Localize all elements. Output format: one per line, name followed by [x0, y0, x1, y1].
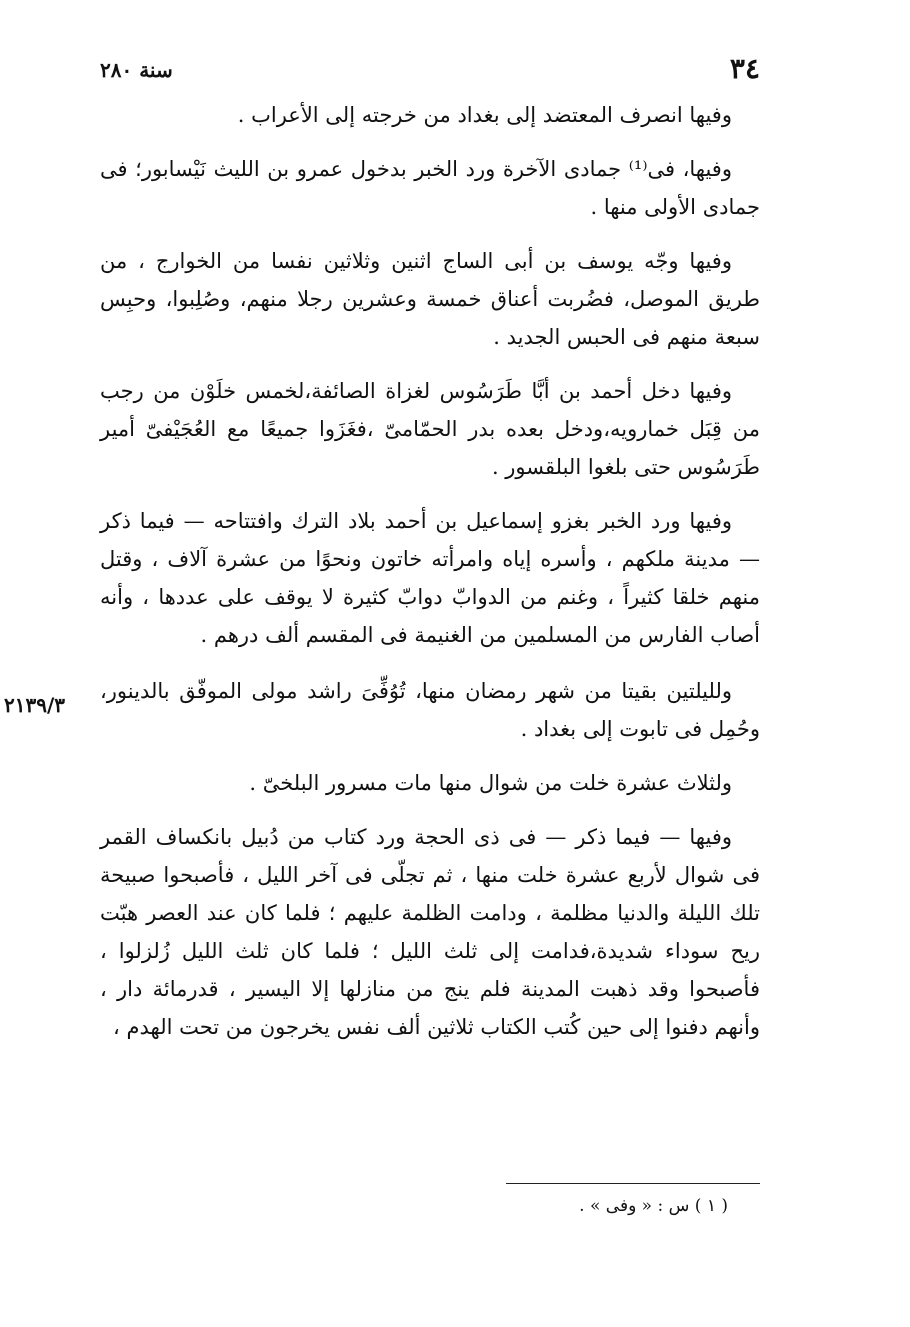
paragraph-6: ولليلتين بقيتا من شهر رمضان منها، تُوُفِّىَ راشد مولى الموفّق بالدينور، وحُمِل فى تابوت إلى بغداد . [100, 679, 760, 741]
page-header [100, 52, 760, 92]
body-text [4, 96, 760, 1062]
margin-reference-number: ٢١٣٩/٣ [4, 693, 66, 717]
running-head-year: سنة ٢٨٠ [100, 58, 173, 82]
paragraph-1: وفيها انصرف المعتضد إلى بغداد من خرجته إلى الأعراب . [237, 103, 732, 127]
paragraph-3: وفيها وجّه يوسف بن أبى الساج اثنين وثلاثين نفسا من الخوارج ، من طريق الموصل، فضُربت أعناق خمسة وعشرين رجلا منهم، وصُلِبوا، وحبِس سبعة منهم فى الحبس الجديد . [100, 249, 760, 349]
paragraph-6-wrapper [4, 672, 760, 748]
paragraph-7: ولثلاث عشرة خلت من شوال منها مات مسرور البلخىّ . [249, 771, 732, 795]
paragraph-2: وفيها، فى⁽¹⁾ جمادى الآخرة ورد الخبر بدخول عمرو بن الليث نَيْسابور؛ فى جمادى الأولى منها . [100, 157, 760, 219]
paragraph-4: وفيها دخل أحمد بن أبَّا طَرَسُوس لغزاة الصائفة،لخمس خلَوْن من رجب من قِبَل خمارويه،ودخل بعده بدر الحمّامىّ ،فغَزَوا جميعًا مع العُجَيْفىّ أمير طَرَسُوس حتى بلغوا البلقسور . [100, 379, 760, 479]
paragraph-8: وفيها — فيما ذكر — فى ذى الحجة ورد كتاب من دُبيل بانكساف القمر فى شوال لأربع عشرة خلت منها ، ثم تجلّى فى آخر الليل ، فأصبحوا صبيحة تلك الليلة والدنيا مظلمة ، ودامت الظلمة عليهم ؛ فلما كان عند العصر هبّت ريح سوداء شديدة،فدامت إلى ثلث الليل ؛ فلما كان ثلث الليل زُلزلوا ، فأصبحوا وقد ذهبت المدينة فلم ينج من منازلها إلا اليسير ، قدرمائة دار ، وأنهم دفنوا إلى حين كُتب الكتاب ثلاثين ألف نفس يخرجون من تحت الهدم ، [100, 825, 760, 1039]
footnote-1: ( ١ ) س : « وفى » . [579, 1196, 728, 1216]
page-number: ٣٤ [729, 52, 760, 85]
footnote-divider [506, 1183, 760, 1184]
paragraph-5: وفيها ورد الخبر بغزو إسماعيل بن أحمد بلاد الترك وافتتاحه — فيما ذكر — مدينة ملكهم ، وأسره إياه وامرأته خاتون ونحوًا من عشرة آلاف ، وقتل منهم خلقا كثيراً ، وغنم من الدوابّ دوابّ كثيرة لا يوقف على عددها ، وأنه أصاب الفارس من المسلمين من الغنيمة فى المقسم ألف درهم . [100, 509, 760, 647]
